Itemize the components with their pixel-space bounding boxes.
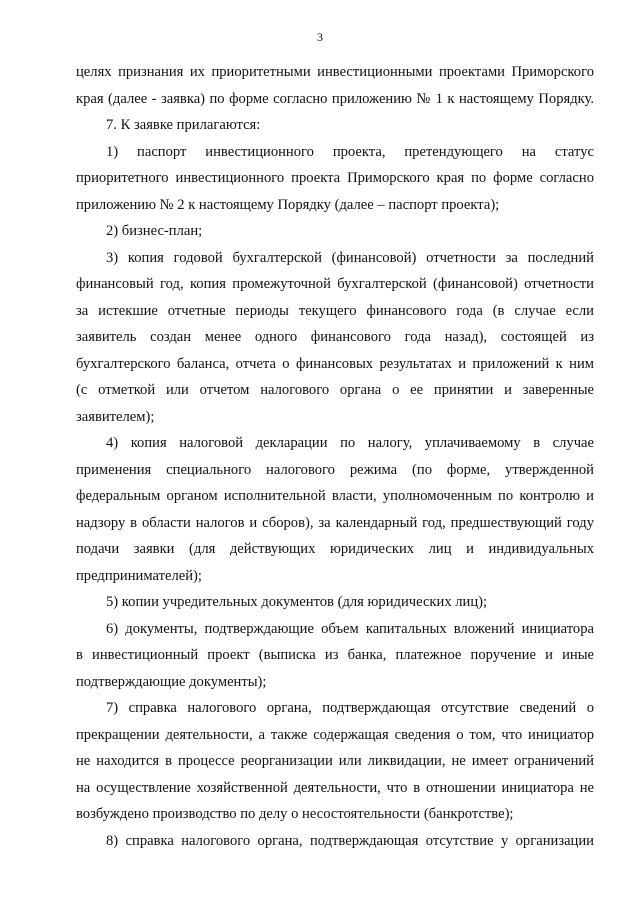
text-line: приоритетного инвестиционного проекта Приморского края по форме согласно: [76, 170, 594, 186]
list-item-start: 2) бизнес-план;: [106, 223, 203, 239]
text-line: федеральным органом исполнительной власти, уполномоченным по контролю и: [76, 488, 594, 504]
text-line: возбуждено производство по делу о несостоятельности (банкротстве);: [76, 806, 514, 822]
list-item-start: 4) копия налоговой декларации по налогу, уплачиваемому в случае: [106, 435, 594, 451]
text-line: применения специального налогового режима (по форме, утвержденной: [76, 461, 594, 478]
text-line: подачи заявки (для действующих юридических лиц и индивидуальных: [76, 541, 594, 557]
text-line: финансовый год, копия промежуточной бухгалтерской (финансовой) отчетности: [76, 276, 594, 292]
text-line: заявитель создан менее одного финансового года назад), состоящей из: [76, 329, 594, 345]
list-item-start: 5) копии учредительных документов (для юридических лиц);: [106, 594, 488, 610]
text-line: не находится в процессе реорганизации или ликвидации, не имеет ограничений: [76, 753, 594, 769]
document-body: [76, 59, 594, 854]
text-line: надзору в области налогов и сборов), за календарный год, предшествующий году: [76, 514, 594, 531]
list-item-start: 3) копия годовой бухгалтерской (финансовой) отчетности за последний: [106, 249, 594, 266]
page-number: 3: [317, 30, 323, 44]
text-line: края (далее - заявка) по форме согласно приложению № 1 к настоящему Порядку.: [76, 90, 594, 107]
text-line: на осуществление хозяйственной деятельности, что в отношении инициатора не: [76, 779, 594, 796]
list-item-start: 1) паспорт инвестиционного проекта, претендующего на статус: [106, 143, 594, 160]
text-line: заявителем);: [76, 408, 155, 425]
text-line: за истекшие отчетные периоды текущего финансового года (в случае если: [76, 302, 594, 319]
section-heading: 7. К заявке прилагаются:: [106, 117, 261, 133]
text-line: предпринимателей);: [76, 567, 202, 584]
text-line: в инвестиционный проект (выписка из банка, платежное поручение и иные: [76, 647, 594, 663]
list-item-start: 6) документы, подтверждающие объем капитальных вложений инициатора: [106, 620, 594, 637]
text-line: целях признания их приоритетными инвестиционными проектами Приморского: [76, 64, 594, 80]
list-item-start: 7) справка налогового органа, подтверждающая отсутствие сведений о: [106, 700, 594, 716]
text-line: прекращении деятельности, а также содержащая сведения о том, что инициатор: [76, 726, 594, 743]
list-item-start: 8) справка налогового органа, подтверждающая отсутствие у организации: [106, 832, 594, 849]
text-line: бухгалтерского баланса, отчета о финансовых результатах и приложений к ним: [76, 355, 594, 372]
text-line: (с отметкой или отчетом налогового органа о ее принятии и заверенные: [76, 382, 594, 398]
text-line: подтверждающие документы);: [76, 673, 267, 690]
text-line: приложению № 2 к настоящему Порядку (далее – паспорт проекта);: [76, 196, 500, 213]
